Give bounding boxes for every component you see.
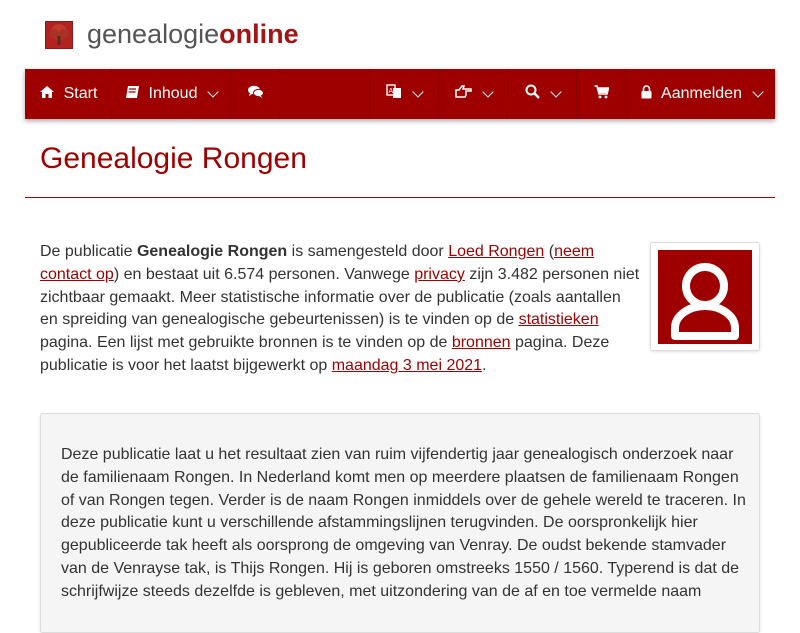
- intro-text: pagina. Een lijst met gebruikte bronnen is te vinden op de: [40, 334, 452, 352]
- logo-text-genealogie: genealogie: [87, 19, 220, 49]
- sources-link[interactable]: bronnen: [451, 334, 511, 352]
- nav-divider: [279, 69, 280, 119]
- svg-text:A: A: [388, 88, 394, 95]
- nav-aanmelden[interactable]: [628, 69, 775, 119]
- main-navbar: [25, 69, 775, 119]
- intro-text: ) en bestaat uit 6.574 personen. Vanwege: [113, 265, 415, 283]
- publication-description: Deze publicatie laat u het resultaat zien van ruim vijfendertig jaar genealogisch onderzoek naar de familienaam Rongen. In Nederland komt men op meerdere plaatsen de familienaam Rongen of van Rongen tegen. Verder is de naam Rongen inmiddels over de gehele wereld te traceren. In deze publicatie kunt u verschillende afstammingslijnen terugvinden. De oorspronkelijk hier gepubliceerde tak heeft als oorsprong de omgeving van Venray. De oudst bekende stamvader van de Venrayse tak, is Thijs Rongen. Hij is geboren omstreeks 1550 / 1560. Typerend is dat de schrijfwijze steeds dezelfde is gebleven, met uitzondering van de af en toe vermelde naam: [61, 446, 746, 600]
- publication-description-panel: [40, 413, 760, 633]
- nav-cart[interactable]: [577, 69, 625, 119]
- intro-text: (: [544, 243, 555, 260]
- privacy-link[interactable]: privacy: [414, 265, 465, 283]
- statistics-link[interactable]: statistieken: [518, 311, 599, 329]
- nav-inhoud[interactable]: [112, 69, 230, 119]
- logo-text-online: online: [219, 19, 299, 49]
- chevron-down-icon: [412, 86, 423, 97]
- author-link[interactable]: Loed Rongen: [448, 243, 545, 260]
- chevron-down-icon: [550, 86, 561, 97]
- site-logo[interactable]: [87, 18, 299, 50]
- lock-icon: [641, 85, 652, 104]
- nav-start-label: Start: [63, 85, 98, 102]
- title-divider: [25, 197, 775, 198]
- nav-language[interactable]: [370, 69, 438, 119]
- shopping-cart-icon: [594, 85, 609, 104]
- intro-text: is samengesteld door: [287, 243, 449, 260]
- nav-divider: [625, 69, 626, 119]
- chevron-down-icon: [752, 86, 763, 97]
- language-icon: [386, 84, 402, 104]
- last-updated-link[interactable]: maandag 3 mei 2021: [331, 356, 483, 374]
- home-icon: [39, 85, 55, 104]
- nav-start[interactable]: [25, 69, 111, 119]
- publication-name: Genealogie Rongen: [136, 243, 288, 260]
- intro-text: .: [482, 356, 487, 374]
- chevron-down-icon: [482, 86, 493, 97]
- search-icon: [525, 84, 540, 104]
- user-icon: [658, 250, 752, 344]
- contact-link[interactable]: neem contact op: [40, 243, 595, 283]
- nav-actions[interactable]: [439, 69, 507, 119]
- publication-intro: [40, 241, 640, 378]
- tree-logo-icon[interactable]: [45, 21, 73, 49]
- nav-aanmelden-label: Aanmelden: [661, 85, 742, 102]
- page-title: Genealogie Rongen: [40, 142, 307, 175]
- author-avatar-card[interactable]: [650, 242, 760, 351]
- nav-forum[interactable]: [231, 69, 279, 119]
- nav-inhoud-label: Inhoud: [148, 85, 198, 102]
- book-icon: [125, 85, 140, 104]
- nav-search[interactable]: [508, 69, 576, 119]
- hand-point-icon: [455, 85, 472, 103]
- comments-icon: [247, 85, 264, 104]
- avatar: [658, 250, 752, 344]
- chevron-down-icon: [208, 86, 219, 97]
- intro-text: De publicatie: [40, 243, 137, 260]
- intro-text: pagina. Deze publicatie is voor het laatst bijgewerkt op: [40, 334, 610, 374]
- intro-text: zijn 3.482 personen niet zichtbaar gemaakt. Meer statistische informatie over de publicatie (zoals aantallen en spreiding van genealogische gebeurtenissen) is te vinden op de: [40, 265, 640, 329]
- site-header: [0, 0, 800, 69]
